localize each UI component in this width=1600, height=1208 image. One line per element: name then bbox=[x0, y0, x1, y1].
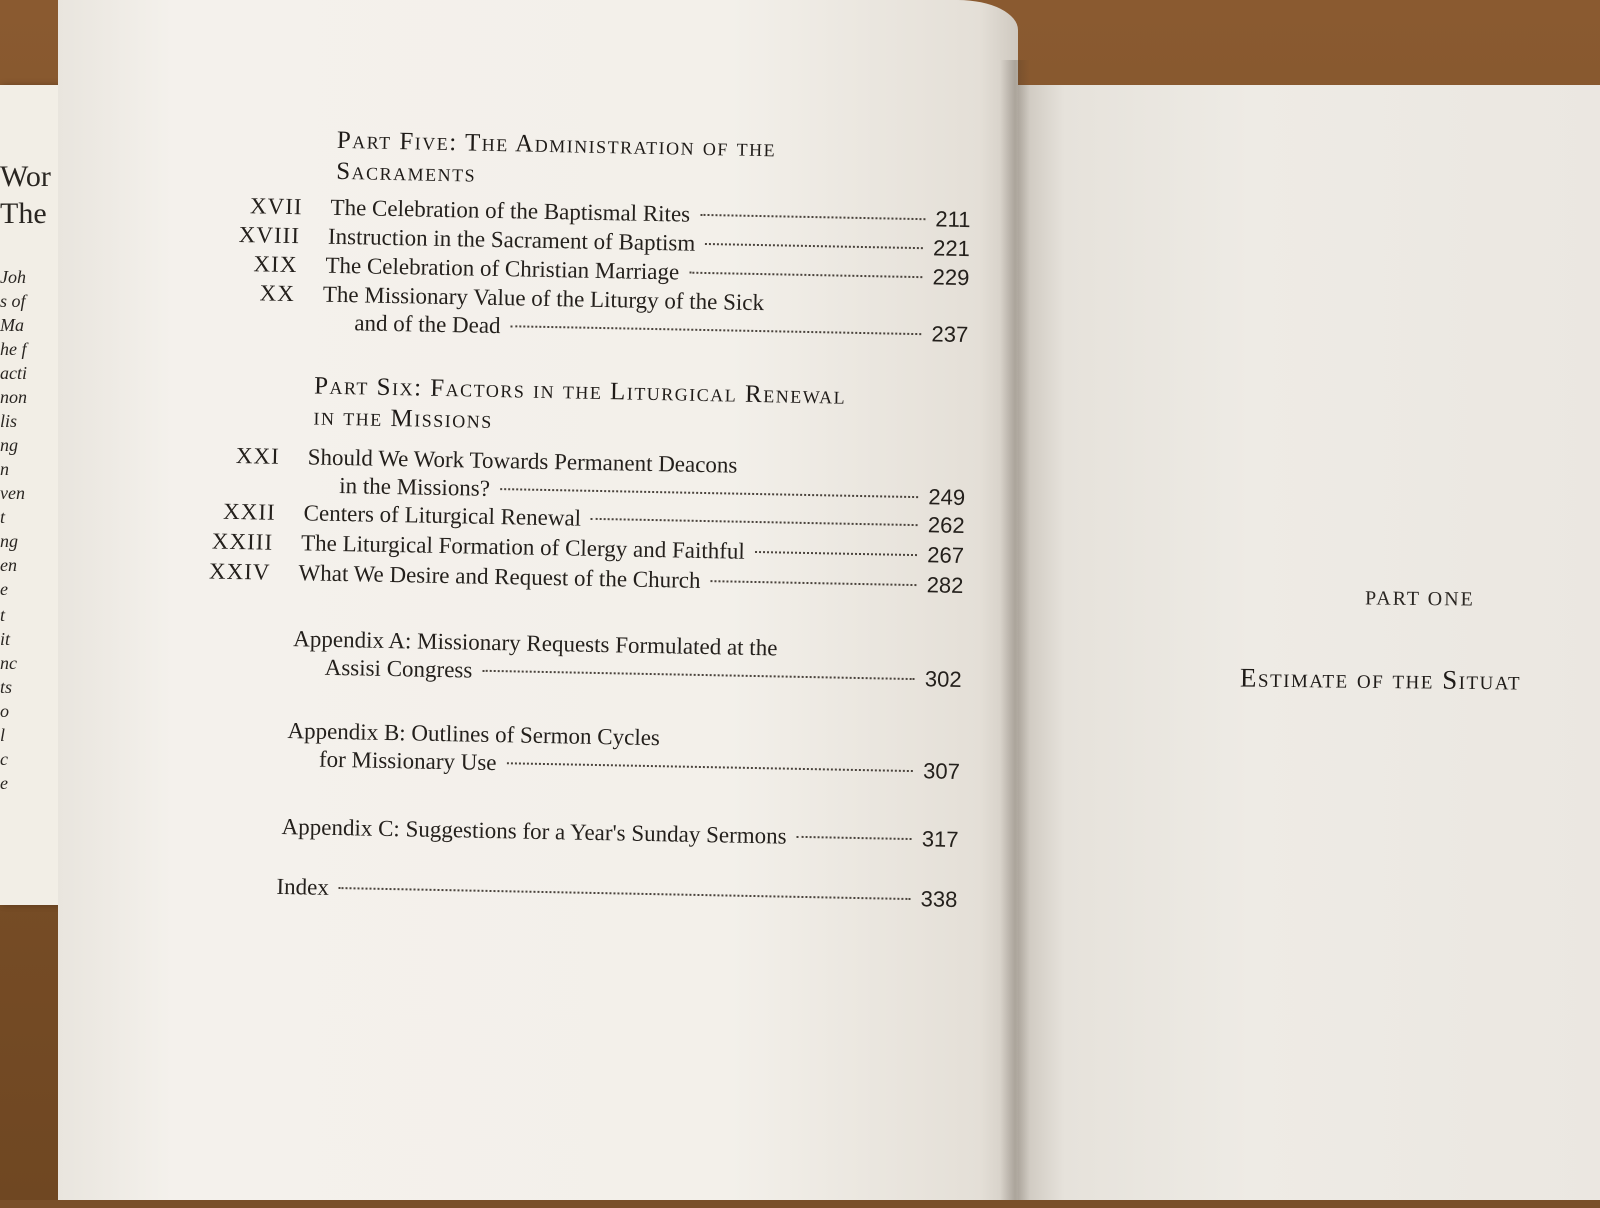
entry-title-continued: in the Missions? bbox=[338, 472, 491, 501]
dot-leader bbox=[710, 580, 916, 586]
page-number: 267 bbox=[927, 542, 965, 568]
chapter-numeral: XXIV bbox=[208, 558, 271, 585]
page-number: 249 bbox=[928, 484, 966, 511]
entry-title: The Celebration of the Baptismal Rites bbox=[330, 194, 691, 227]
dot-leader bbox=[797, 836, 912, 840]
entry-title: Centers of Liturgical Renewal bbox=[303, 500, 582, 531]
entry-title: Should We Work Towards Permanent Deacons bbox=[307, 444, 738, 478]
chapter-numeral: XIX bbox=[253, 251, 298, 278]
page-number: 211 bbox=[935, 206, 971, 233]
dot-leader bbox=[591, 518, 918, 526]
fragment-text: lis bbox=[0, 411, 18, 431]
index-entry[interactable] bbox=[276, 874, 957, 915]
fragment-text: t bbox=[0, 605, 6, 625]
entry-title: The Liturgical Formation of Clergy and Faithful bbox=[300, 530, 746, 564]
entry-title: Instruction in the Sacrament of Baptism bbox=[327, 223, 696, 256]
chapter-numeral: XXII bbox=[222, 498, 276, 525]
fragment-text: o bbox=[0, 701, 9, 721]
fragment-text: ts bbox=[0, 677, 13, 697]
fragment-text: non bbox=[0, 387, 27, 407]
entry-title-continued: and of the Dead bbox=[354, 310, 501, 339]
part-five-heading bbox=[336, 125, 777, 195]
page-number: 282 bbox=[926, 572, 964, 598]
page-number: 221 bbox=[932, 235, 971, 262]
dot-leader bbox=[755, 551, 918, 556]
dot-leader bbox=[689, 272, 922, 278]
part-heading-line: Part Five: The Administration of the bbox=[336, 126, 777, 163]
toc-entry[interactable] bbox=[235, 443, 966, 511]
entry-title-continued: Assisi Congress bbox=[324, 654, 473, 683]
part-heading-line: Part Six: Factors in the Liturgical Renewal bbox=[313, 372, 847, 410]
appendix-entry[interactable] bbox=[287, 718, 961, 784]
part-heading-line: in the Missions bbox=[313, 403, 494, 434]
fragment-text: s of bbox=[0, 291, 26, 311]
dot-leader bbox=[500, 488, 918, 498]
page-number: 229 bbox=[932, 264, 970, 291]
entry-title: Appendix C: Suggestions for a Year's Sunday Sermons bbox=[281, 813, 787, 849]
fragment-text: nc bbox=[0, 653, 17, 673]
chapter-numeral: XVII bbox=[249, 193, 303, 220]
page-number: 237 bbox=[931, 321, 969, 348]
page-number: 302 bbox=[924, 666, 962, 692]
fragment-text: it bbox=[0, 629, 11, 649]
page-number: 338 bbox=[920, 886, 958, 912]
part-one-title: Estimate of the Situat bbox=[1239, 662, 1522, 696]
entry-title: The Celebration of Christian Marriage bbox=[325, 252, 680, 285]
appendix-entry[interactable] bbox=[293, 626, 962, 692]
entry-title: Appendix A: Missionary Requests Formulated at the bbox=[293, 626, 778, 661]
fragment-text: ng bbox=[0, 531, 18, 551]
entry-title: Index bbox=[276, 873, 330, 900]
chapter-numeral: XX bbox=[259, 280, 296, 307]
fragment-text: l bbox=[0, 725, 6, 745]
part-six-heading bbox=[313, 370, 846, 442]
chapter-numeral: XXI bbox=[235, 443, 281, 469]
dot-leader bbox=[705, 243, 923, 249]
page-number: 262 bbox=[927, 512, 965, 539]
fragment-text: en bbox=[0, 555, 17, 575]
fragment-text: Wor bbox=[0, 160, 51, 193]
fragment-text: ven bbox=[0, 483, 25, 503]
fragment-text: e bbox=[0, 773, 8, 793]
entry-title: What We Desire and Request of the Church bbox=[298, 560, 701, 593]
fragment-text: t bbox=[0, 507, 6, 527]
appendix-entry[interactable] bbox=[281, 814, 958, 855]
fragment-text: ng bbox=[0, 435, 18, 455]
fragment-text: The bbox=[0, 197, 47, 230]
entry-title-continued: for Missionary Use bbox=[318, 746, 497, 776]
entry-title: The Missionary Value of the Liturgy of the Sick bbox=[322, 281, 765, 316]
fragment-text: e bbox=[0, 579, 8, 599]
dot-leader bbox=[511, 325, 922, 335]
right-page bbox=[1018, 85, 1600, 1200]
page-number: 317 bbox=[921, 826, 959, 852]
fragment-text: c bbox=[0, 749, 8, 769]
part-one-label: PART ONE bbox=[1364, 587, 1475, 611]
fragment-text: he f bbox=[0, 339, 27, 359]
entry-title: Appendix B: Outlines of Sermon Cycles bbox=[287, 718, 661, 751]
dot-leader bbox=[700, 214, 925, 220]
fragment-text: n bbox=[0, 459, 9, 479]
fragment-text: Ma bbox=[0, 315, 24, 335]
page-number: 307 bbox=[922, 758, 961, 784]
dot-leader bbox=[507, 762, 914, 772]
fragment-text: acti bbox=[0, 363, 27, 383]
dot-leader bbox=[339, 887, 911, 900]
part-heading-line: Sacraments bbox=[336, 157, 477, 188]
chapter-numeral: XVIII bbox=[238, 222, 301, 249]
dot-leader bbox=[482, 670, 915, 680]
fragment-text: Joh bbox=[0, 267, 26, 287]
chapter-numeral: XXIII bbox=[211, 528, 274, 555]
